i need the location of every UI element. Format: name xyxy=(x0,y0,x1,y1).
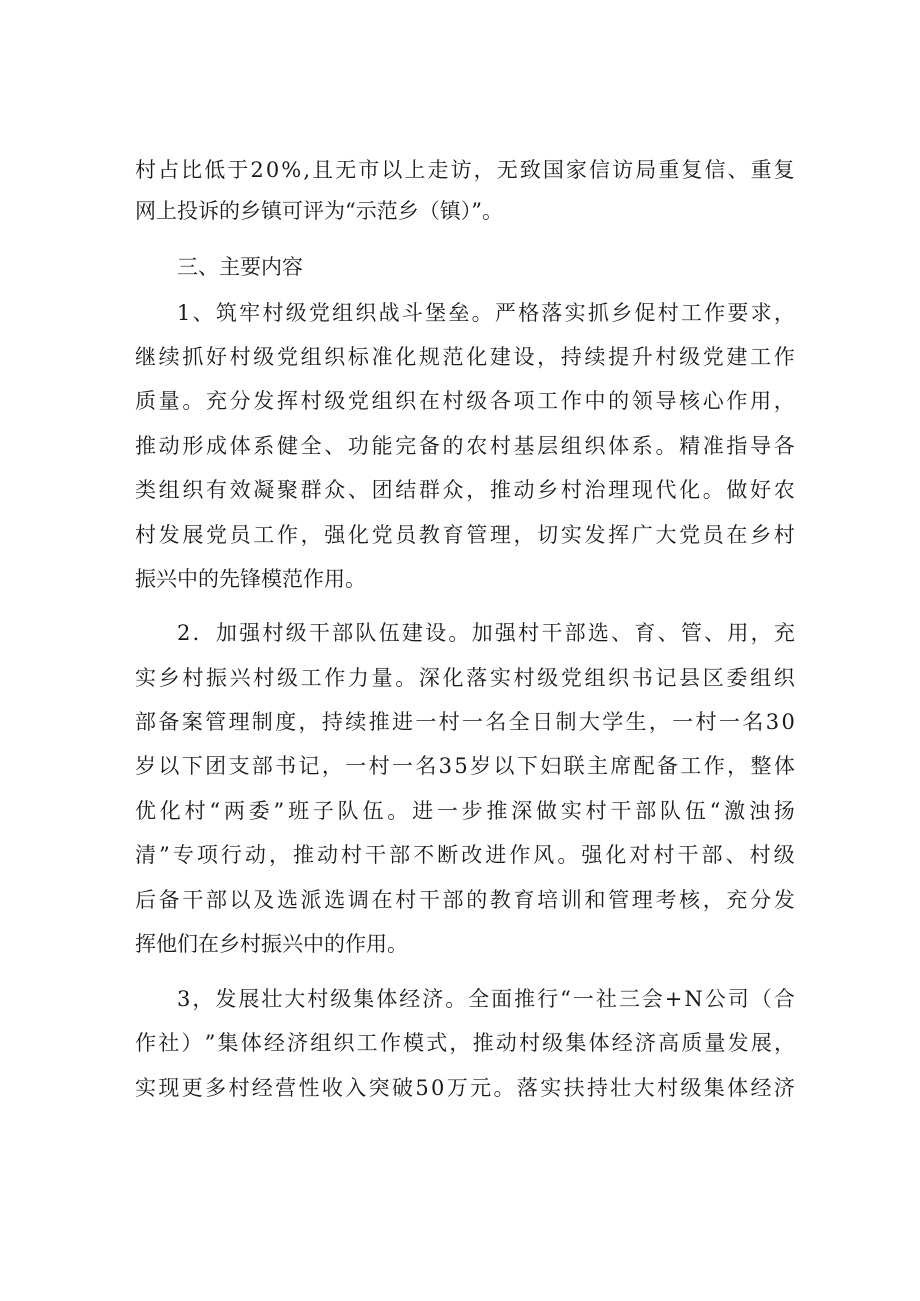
text-line-2: 网上投诉的乡镇可评为“示范乡（镇）”。 xyxy=(135,199,503,223)
text-line-1: 村 占 比 低 于 2 0 % , 且 无 市 以 上 走 访 ， 无 致 国 家 信 访 局 重 复 信 、 重 复 xyxy=(135,158,795,182)
text-line-18: 挥他们在乡村振兴中的作用。 xyxy=(135,932,408,956)
text-line-17: 后 备 干 部 以 及 选 派 选 调 在 村 干 部 的 教 育 培 训 和 管 理 考 核 ， 充 分 发 xyxy=(135,888,795,912)
text-line-15: 优 化 村 “ 两 委 ” 班 子 队 伍 。 进 一 步 推 深 做 实 村 干 部 队 伍 “ 激 浊 扬 xyxy=(135,799,795,823)
text-line-6: 质 量 。 充 分 发 挥 村 级 党 组 织 在 村 级 各 项 工 作 中 的 领 导 核 心 作 用 ， xyxy=(135,389,795,413)
text-line-10: 振兴中的先锋模范作用。 xyxy=(135,567,366,591)
text-line-19: 3 ， 发 展 壮 大 村 级 集 体 经 济 。 全 面 推 行 “ 一 社 三 会 + N 公 司 （ 合 xyxy=(177,987,795,1011)
text-line-21: 实 现 更 多 村 经 营 性 收 入 突 破 5 0 万 元 。 落 实 扶 持 壮 大 村 级 集 体 经 济 xyxy=(135,1076,795,1100)
text-line-14: 岁 以 下 团 支 部 书 记 ， 一 村 一 名 3 5 岁 以 下 妇 联 主 席 配 备 工 作 ， 整 体 xyxy=(135,754,795,778)
text-line-7: 推 动 形 成 体 系 健 全 、 功 能 完 备 的 农 村 基 层 组 织 体 系 。 精 准 指 导 各 xyxy=(135,434,795,458)
text-line-20: 作 社 ） ” 集 体 经 济 组 织 工 作 模 式 ， 推 动 村 级 集 体 经 济 高 质 量 发 展 ， xyxy=(135,1031,795,1055)
text-line-4: 1 、 筑 牢 村 级 党 组 织 战 斗 堡 垒 。 严 格 落 实 抓 乡 促 村 工 作 要 求 ， xyxy=(177,301,795,325)
text-line-16: 清 ” 专 项 行 动 ， 推 动 村 干 部 不 断 改 进 作 风 。 强 化 对 村 干 部 、 村 级 xyxy=(135,843,795,867)
text-line-11: 2 ． 加 强 村 级 干 部 队 伍 建 设 。 加 强 村 干 部 选 、 育 、 管 、 用 ， 充 xyxy=(177,621,795,645)
text-line-13: 部 备 案 管 理 制 度 ， 持 续 推 进 一 村 一 名 全 日 制 大 学 生 ， 一 村 一 名 3 0 xyxy=(135,710,795,734)
text-line-5: 继 续 抓 好 村 级 党 组 织 标 准 化 规 范 化 建 设 ， 持 续 提 升 村 级 党 建 工 作 xyxy=(135,345,795,369)
text-line-8: 类 组 织 有 效 凝 聚 群 众 、 团 结 群 众 ， 推 动 乡 村 治 理 现 代 化 。 做 好 农 xyxy=(135,478,795,502)
text-line-9: 村 发 展 党 员 工 作 ， 强 化 党 员 教 育 管 理 ， 切 实 发 挥 广 大 党 员 在 乡 村 xyxy=(135,523,795,547)
text-line-12: 实 乡 村 振 兴 村 级 工 作 力 量 。 深 化 落 实 村 级 党 组 织 书 记 县 区 委 组 织 xyxy=(135,666,795,690)
section-heading-main-content: 三、主要内容 xyxy=(177,255,303,279)
